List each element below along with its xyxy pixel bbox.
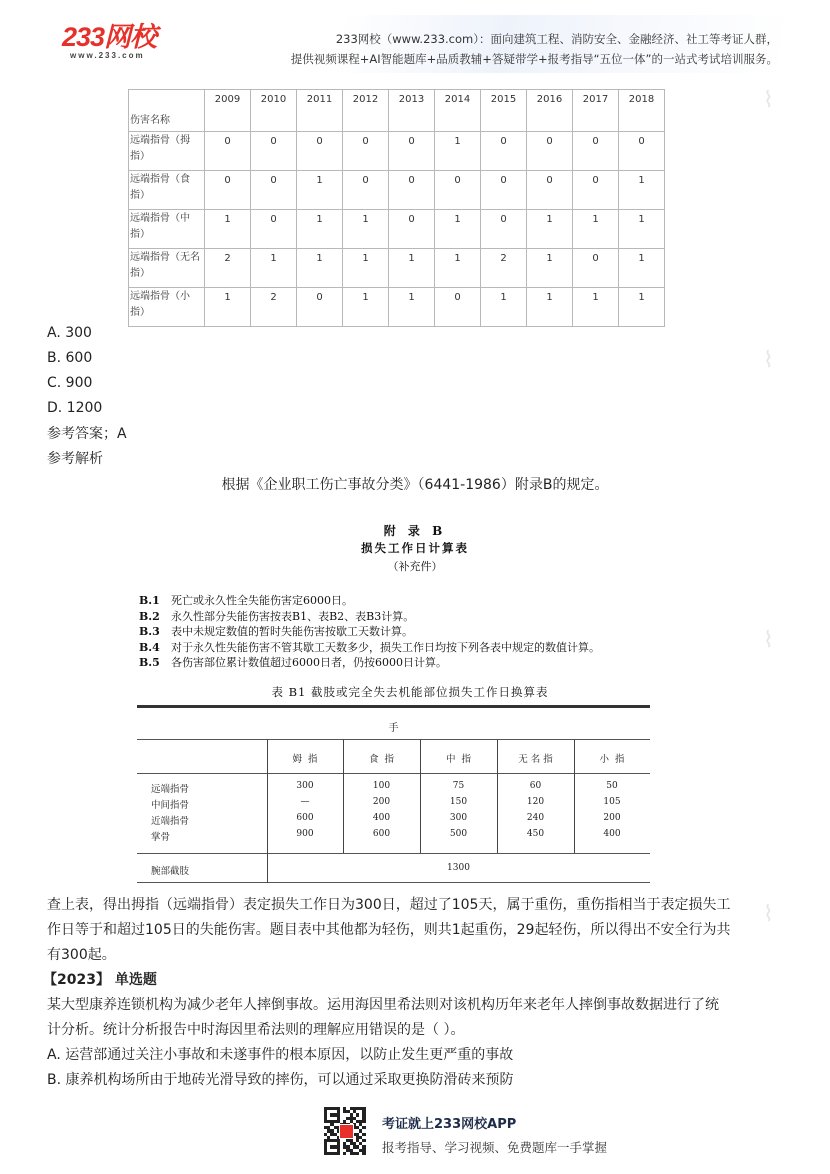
count-cell: 2 <box>205 249 251 288</box>
qr-code-icon <box>324 1107 366 1155</box>
injury-name <box>129 132 205 171</box>
count-cell: 1 <box>205 288 251 327</box>
question-option-a: A. 运营部通过关注小事故和未遂事件的根本原因，以防止发生更严重的事故 <box>47 1047 514 1063</box>
corner-label: 伤害名称 <box>129 90 205 132</box>
appendix-item-code: B.5 <box>139 656 160 669</box>
table-row <box>129 249 665 288</box>
appendix-item <box>139 592 353 608</box>
year-header: 2010 <box>251 90 297 132</box>
count-cell: 0 <box>435 171 481 210</box>
appendix-item-code: B.4 <box>139 640 160 654</box>
appendix-item <box>139 654 447 670</box>
value-cell: 75 <box>452 781 465 791</box>
watermark-icon: ⌇ <box>763 902 774 927</box>
count-cell: 0 <box>573 249 619 288</box>
loss-workday-table <box>137 705 650 885</box>
count-cell: 1 <box>297 210 343 249</box>
question-tag: 【2023】 单选题 <box>43 972 157 988</box>
count-cell: 0 <box>389 171 435 210</box>
injury-name <box>129 210 205 249</box>
option-d: D. 1200 <box>47 400 103 416</box>
table-row <box>129 210 665 249</box>
qr-logo-badge <box>339 1124 354 1139</box>
year-header: 2011 <box>297 90 343 132</box>
count-cell: 1 <box>619 288 665 327</box>
wrist-label: 腕部截肢 <box>151 866 190 877</box>
year-header: 2018 <box>619 90 665 132</box>
count-cell: 1 <box>343 210 389 249</box>
appendix-title: 附 录 B <box>383 524 447 538</box>
explanation-line: 查上表，得出拇指（远端指骨）表定损失工作日为300日，超过了105天，属于重伤，重伤指相当于表定损失工 <box>47 897 731 913</box>
count-cell: 1 <box>435 210 481 249</box>
page-header <box>40 15 784 73</box>
count-cell: 1 <box>205 210 251 249</box>
count-cell: 0 <box>205 132 251 171</box>
column-header: 小 指 <box>599 754 625 765</box>
count-cell: 1 <box>481 288 527 327</box>
logo-url: www.233.com <box>70 51 145 60</box>
count-cell: 0 <box>435 288 481 327</box>
appendix-note: （补充件） <box>387 560 443 573</box>
column-header: 无 名 指 <box>518 754 553 765</box>
count-cell: 1 <box>527 249 573 288</box>
year-header: 2014 <box>435 90 481 132</box>
option-a: A. 300 <box>47 325 92 341</box>
count-cell: 0 <box>205 171 251 210</box>
value-cell: 600 <box>296 813 314 823</box>
option-c: C. 900 <box>47 375 93 391</box>
appendix-item-code: B.3 <box>139 625 160 638</box>
appendix-subtitle: 损失工作日计算表 <box>361 541 469 555</box>
table-rule <box>137 853 650 854</box>
count-cell: 1 <box>343 249 389 288</box>
year-header: 2016 <box>527 90 573 132</box>
injury-statistics-table <box>128 89 665 327</box>
injury-name-line: 指） <box>130 307 150 318</box>
value-cell: 120 <box>526 797 545 807</box>
appendix-item-code: B.1 <box>139 594 160 607</box>
count-cell: 0 <box>251 210 297 249</box>
table-b1-title: 表 B1 截肢或完全失去机能部位损失工作日换算表 <box>271 685 549 699</box>
year-header: 2017 <box>573 90 619 132</box>
count-cell: 1 <box>297 249 343 288</box>
count-cell: 0 <box>251 171 297 210</box>
watermark-icon: ⌇ <box>763 628 774 653</box>
count-cell: 1 <box>435 132 481 171</box>
year-header: 2009 <box>205 90 251 132</box>
count-cell: 0 <box>389 210 435 249</box>
count-cell: 1 <box>389 288 435 327</box>
count-cell: 1 <box>527 210 573 249</box>
table-row <box>129 288 665 327</box>
count-cell: 0 <box>343 132 389 171</box>
count-cell: 0 <box>481 210 527 249</box>
count-cell: 0 <box>389 132 435 171</box>
value-cell: 600 <box>372 829 391 839</box>
count-cell: 0 <box>297 132 343 171</box>
injury-name-line: 远端指骨（食 <box>130 174 190 185</box>
value-cell: 450 <box>526 829 545 839</box>
injury-name-line: 指） <box>130 190 150 201</box>
count-cell: 1 <box>527 288 573 327</box>
watermark-icon: ⌇ <box>763 88 774 113</box>
value-cell: 400 <box>372 813 391 823</box>
injury-name-line: 指） <box>130 229 150 240</box>
value-cell: 150 <box>449 797 468 807</box>
table-row <box>129 171 665 210</box>
count-cell: 1 <box>343 288 389 327</box>
year-header: 2012 <box>343 90 389 132</box>
count-cell: 1 <box>435 249 481 288</box>
column-header: 食 指 <box>368 754 395 765</box>
injury-name-line: 指） <box>130 268 150 279</box>
year-header: 2013 <box>389 90 435 132</box>
appendix-item <box>139 639 600 655</box>
explanation-line: 作日等于和超过105日的失能伤害。题目表中其他都为轻伤，则共1起重伤，29起轻伤，所以得出不安全行为共 <box>47 922 731 938</box>
appendix-item-text: 永久性部分失能伤害按表B1、表B2、表B3计算。 <box>171 609 415 623</box>
count-cell: 1 <box>573 288 619 327</box>
count-cell: 0 <box>573 171 619 210</box>
count-cell: 0 <box>481 171 527 210</box>
table-header-row <box>129 90 665 132</box>
count-cell: 2 <box>251 288 297 327</box>
count-cell: 1 <box>573 210 619 249</box>
value-cell: 60 <box>529 781 542 791</box>
count-cell: 1 <box>297 171 343 210</box>
option-b: B. 600 <box>47 350 93 366</box>
count-cell: 0 <box>619 132 665 171</box>
header-line-2: 提供视频课程+AI智能题库+品质教辅+答疑带学+报考指导“五位一体”的一站式考试培训服务。 <box>290 52 778 66</box>
count-cell: 1 <box>619 210 665 249</box>
value-cell: 50 <box>606 781 618 791</box>
count-cell: 0 <box>527 132 573 171</box>
injury-name-line: 远端指骨（拇 <box>130 135 190 146</box>
injury-name-line: 指） <box>130 151 150 162</box>
appendix-item-text: 对于永久性失能伤害不管其歇工天数多少，损失工作日均按下列各表中规定的数值计算。 <box>171 640 600 654</box>
wrist-value: 1300 <box>447 863 470 873</box>
question-option-b: B. 康养机构场所由于地砖光滑导致的摔伤，可以通过采取更换防滑砖来预防 <box>47 1072 514 1088</box>
row-label: 掌骨 <box>151 832 171 843</box>
value-cell: 200 <box>372 797 391 807</box>
appendix-item <box>139 623 413 639</box>
value-cell: 300 <box>449 813 468 823</box>
appendix-item-text: 表中未规定数值的暂时失能伤害按歇工天数计算。 <box>171 625 413 638</box>
group-header-hand: 手 <box>388 723 399 734</box>
value-cell: 300 <box>296 781 314 791</box>
count-cell: 0 <box>251 132 297 171</box>
count-cell: 1 <box>619 249 665 288</box>
watermark-icon: ⌇ <box>763 348 774 373</box>
value-cell: 240 <box>526 813 545 823</box>
appendix-item-text: 死亡或永久性全失能伤害定6000日。 <box>171 594 353 607</box>
table-top-rule <box>137 705 650 708</box>
count-cell: 1 <box>619 171 665 210</box>
question-stem-line: 计分析。统计分析报告中时海因里希法则的理解应用错误的是（ ）。 <box>47 1022 465 1038</box>
year-header: 2015 <box>481 90 527 132</box>
injury-name <box>129 171 205 210</box>
table-rule <box>137 882 650 883</box>
logo-text: 233网校 <box>62 22 157 52</box>
value-cell: 400 <box>603 829 621 839</box>
row-label: 中间指骨 <box>151 800 190 811</box>
count-cell: 0 <box>343 171 389 210</box>
count-cell: 2 <box>481 249 527 288</box>
injury-name-line: 远端指骨（无名 <box>130 252 200 263</box>
row-label: 近端指骨 <box>151 816 190 827</box>
header-line-1: 233网校（www.233.com）：面向建筑工程、消防安全、金融经济、社工等考证人群， <box>335 32 778 46</box>
explanation-line: 有300起。 <box>47 947 116 963</box>
injury-name-line: 远端指骨（小 <box>130 291 190 302</box>
value-cell: 200 <box>603 813 621 823</box>
appendix-item-text: 各伤害部位累计数值超过6000日者，仍按6000日计算。 <box>171 656 447 669</box>
explanation <box>43 893 787 1093</box>
table-row <box>129 132 665 171</box>
appendix-item <box>139 608 414 624</box>
injury-name <box>129 249 205 288</box>
value-cell: 900 <box>296 829 314 839</box>
count-cell: 0 <box>527 171 573 210</box>
count-cell: 0 <box>573 132 619 171</box>
footer-app-subtitle: 报考指导、学习视频、免费题库一手掌握 <box>382 1140 608 1155</box>
injury-name <box>129 288 205 327</box>
value-cell: 100 <box>372 781 391 791</box>
count-cell: 0 <box>481 132 527 171</box>
count-cell: 1 <box>251 249 297 288</box>
column-header: 中 指 <box>445 754 472 765</box>
row-label: 远端指骨 <box>151 784 190 795</box>
footer-app-title: 考证就上233网校APP <box>382 1117 517 1132</box>
appendix-item-code: B.2 <box>139 609 160 623</box>
count-cell: 1 <box>389 249 435 288</box>
reference-answer: 参考答案；A <box>47 426 127 442</box>
value-cell: 500 <box>449 829 468 839</box>
brand-logo <box>62 23 156 61</box>
analysis-intro: 根据《企业职工伤亡事故分类》（6441-1986）附录B的规定。 <box>221 477 609 493</box>
analysis-label: 参考解析 <box>47 451 103 467</box>
value-cell: — <box>300 797 310 807</box>
value-cell: 105 <box>603 797 621 807</box>
column-header: 姆 指 <box>292 754 318 765</box>
header-description <box>291 29 778 69</box>
injury-name-line: 远端指骨（中 <box>130 213 190 224</box>
count-cell: 0 <box>297 288 343 327</box>
question-stem-line: 某大型康养连锁机构为减少老年人摔倒事故。运用海因里希法则对该机构历年来老年人摔倒事故数据进行了统 <box>47 997 719 1013</box>
